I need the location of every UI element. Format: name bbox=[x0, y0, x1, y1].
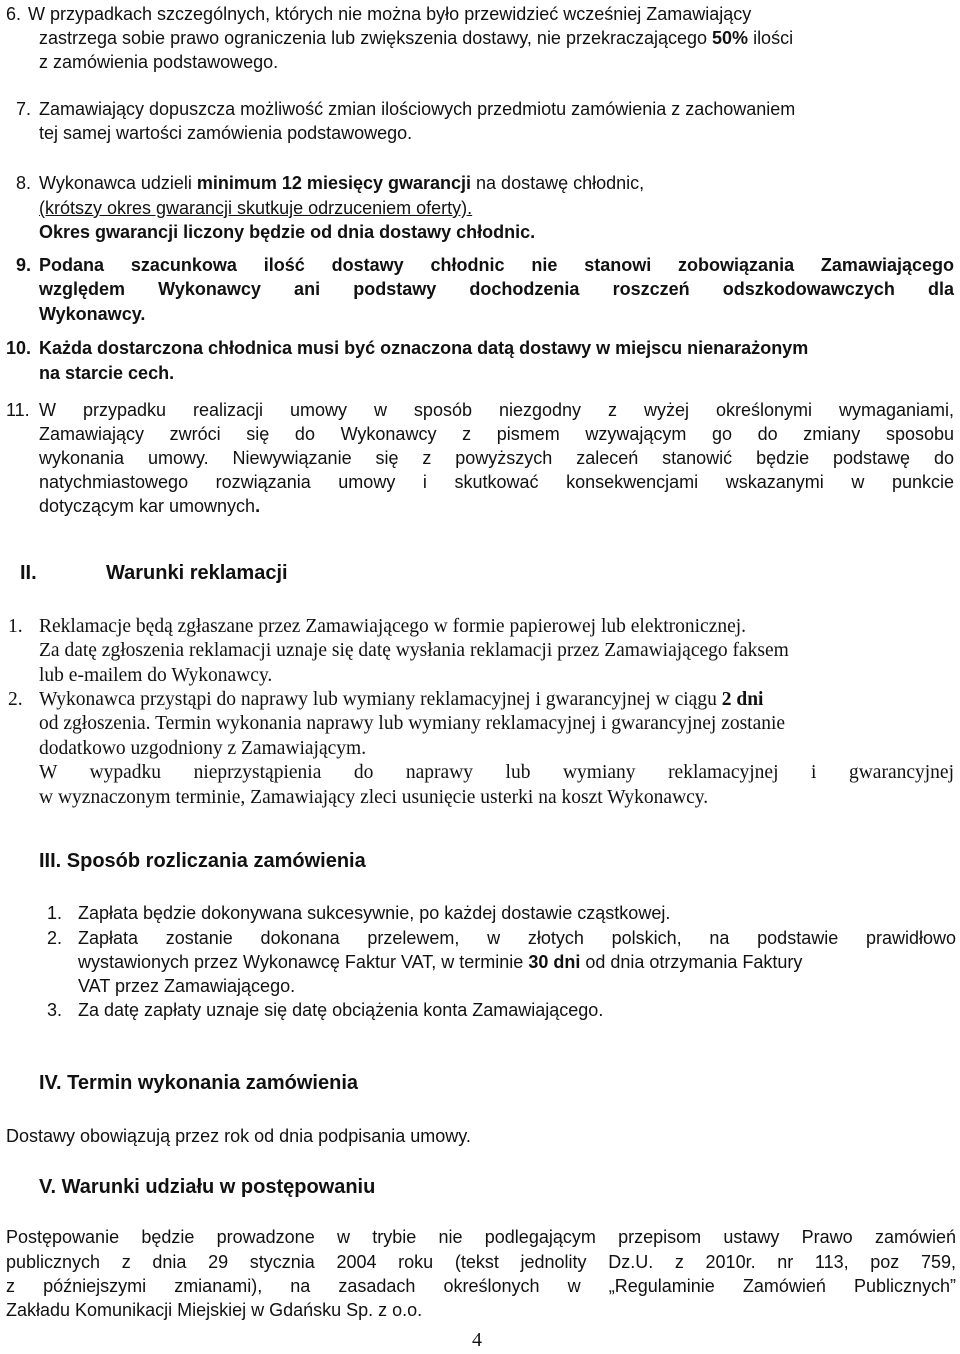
item-text-line: Zamawiający zwróci się do Wykonawcy z pismem wzywającym go do zmiany sposobu bbox=[39, 424, 954, 444]
item-text-line: Zapłata będzie dokonywana sukcesywnie, po każdej dostawie cząstkowej. bbox=[78, 903, 671, 923]
item-number: 7. bbox=[16, 99, 32, 119]
item-text-line: natychmiastowego rozwiązania umowy i skutkować konsekwencjami wskazanymi w punkcie bbox=[39, 472, 954, 492]
item-text-line: Wykonawca przystąpi do naprawy lub wymiany reklamacyjnej i gwarancyjnej w ciągu 2 dni bbox=[39, 689, 764, 710]
item-number: 11. bbox=[6, 400, 30, 420]
item-text-line: Zapłata zostanie dokonana przelewem, w złotych polskich, na podstawie prawidłowo bbox=[78, 928, 956, 948]
item-text-line: wykonania umowy. Niewywiązanie się z powyższych zaleceń stanowić będzie podstawę do bbox=[39, 448, 954, 468]
item-text-line: W przypadku realizacji umowy w sposób niezgodny z wyżej określonymi wymaganiami, bbox=[39, 400, 954, 420]
item-text-line: dotyczącym kar umownych. bbox=[39, 496, 261, 516]
section-text: Dostawy obowiązują przez rok od dnia podpisania umowy. bbox=[6, 1126, 471, 1146]
item-text-line: względem Wykonawcy ani podstawy dochodzenia roszczeń odszkodowawczych dla bbox=[39, 279, 954, 299]
item-text-line: w wyznaczonym terminie, Zamawiający zleci usunięcie usterki na koszt Wykonawcy. bbox=[39, 787, 709, 808]
item-text-line: Zamawiający dopuszcza możliwość zmian ilościowych przedmiotu zamówienia z zachowaniem bbox=[39, 99, 796, 119]
section-title: V. Warunki udziału w postępowaniu bbox=[39, 1176, 376, 1198]
item-number: 8. bbox=[16, 173, 32, 193]
section-text-line: publicznych z dnia 29 stycznia 2004 roku (tekst jednolity Dz.U. z 2010r. nr 113, poz 759, bbox=[6, 1252, 956, 1272]
item-text-line: wystawionych przez Wykonawcę Faktur VAT, w terminie 30 dni od dnia otrzymania Faktury bbox=[78, 952, 803, 972]
item-text-line: zastrzega sobie prawo ograniczenia lub zwiększenia dostawy, nie przekraczającego 50% ilości bbox=[39, 28, 794, 48]
item-number: 1. bbox=[47, 903, 63, 923]
item-number: 9. bbox=[16, 255, 32, 275]
item-text-line: Wykonawcy. bbox=[39, 304, 146, 324]
section-title: III. Sposób rozliczania zamówienia bbox=[39, 850, 366, 872]
item-text-line: VAT przez Zamawiającego. bbox=[78, 976, 296, 996]
item-text-line: Podana szacunkowa ilość dostawy chłodnic nie stanowi zobowiązania Zamawiającego bbox=[39, 255, 954, 275]
item-text-line: Za datę zgłoszenia reklamacji uznaje się datę wysłania reklamacji przez Zamawiającego faksem bbox=[39, 640, 789, 661]
item-number: 3. bbox=[47, 1000, 63, 1020]
item-text-line: dodatkowo uzgodniony z Zamawiającym. bbox=[39, 738, 367, 759]
item-text-line: Okres gwarancji liczony będzie od dnia dostawy chłodnic. bbox=[39, 222, 536, 242]
item-text-line: Za datę zapłaty uznaje się datę obciążenia konta Zamawiającego. bbox=[78, 1000, 604, 1020]
item-text-line: Wykonawca udzieli minimum 12 miesięcy gwarancji na dostawę chłodnic, bbox=[39, 173, 645, 193]
item-number: 2. bbox=[47, 928, 63, 948]
item-text-line: z zamówienia podstawowego. bbox=[39, 52, 279, 72]
item-text-line: W wypadku nieprzystąpienia do naprawy lub wymiany reklamacyjnej i gwarancyjnej bbox=[39, 762, 954, 783]
section-title: IV. Termin wykonania zamówienia bbox=[39, 1072, 358, 1094]
section-text-line: Zakładu Komunikacji Miejskiej w Gdańsku Sp. z o.o. bbox=[6, 1300, 423, 1320]
item-text-line: W przypadkach szczególnych, których nie można było przewidzieć wcześniej Zamawiający bbox=[28, 4, 752, 24]
item-text-line: na starcie cech. bbox=[39, 363, 175, 383]
page-number: 4 bbox=[472, 1329, 482, 1351]
item-number: 2. bbox=[8, 689, 23, 710]
item-text-line: od zgłoszenia. Termin wykonania naprawy lub wymiany reklamacyjnej i gwarancyjnej zostanie bbox=[39, 713, 786, 734]
item-text-line: tej samej wartości zamówienia podstawowego. bbox=[39, 123, 413, 143]
section-text-line: z późniejszymi zmianami), na zasadach określonych w „Regulaminie Zamówień Publicznych” bbox=[6, 1276, 956, 1296]
item-text-line: lub e-mailem do Wykonawcy. bbox=[39, 665, 273, 686]
section-text-line: Postępowanie będzie prowadzone w trybie nie podlegającym przepisom ustawy Prawo zamówień bbox=[6, 1227, 956, 1247]
item-number: 6. bbox=[6, 4, 22, 24]
item-text-line: (krótszy okres gwarancji skutkuje odrzuceniem oferty). bbox=[39, 198, 473, 218]
item-text-line: Reklamacje będą zgłaszane przez Zamawiającego w formie papierowej lub elektronicznej. bbox=[39, 616, 747, 637]
item-number: 10. bbox=[6, 338, 32, 358]
item-number: 1. bbox=[8, 616, 23, 637]
section-title: Warunki reklamacji bbox=[106, 562, 288, 584]
section-number: II. bbox=[20, 562, 37, 584]
item-text-line: Każda dostarczona chłodnica musi być oznaczona datą dostawy w miejscu nienarażonym bbox=[39, 338, 809, 358]
